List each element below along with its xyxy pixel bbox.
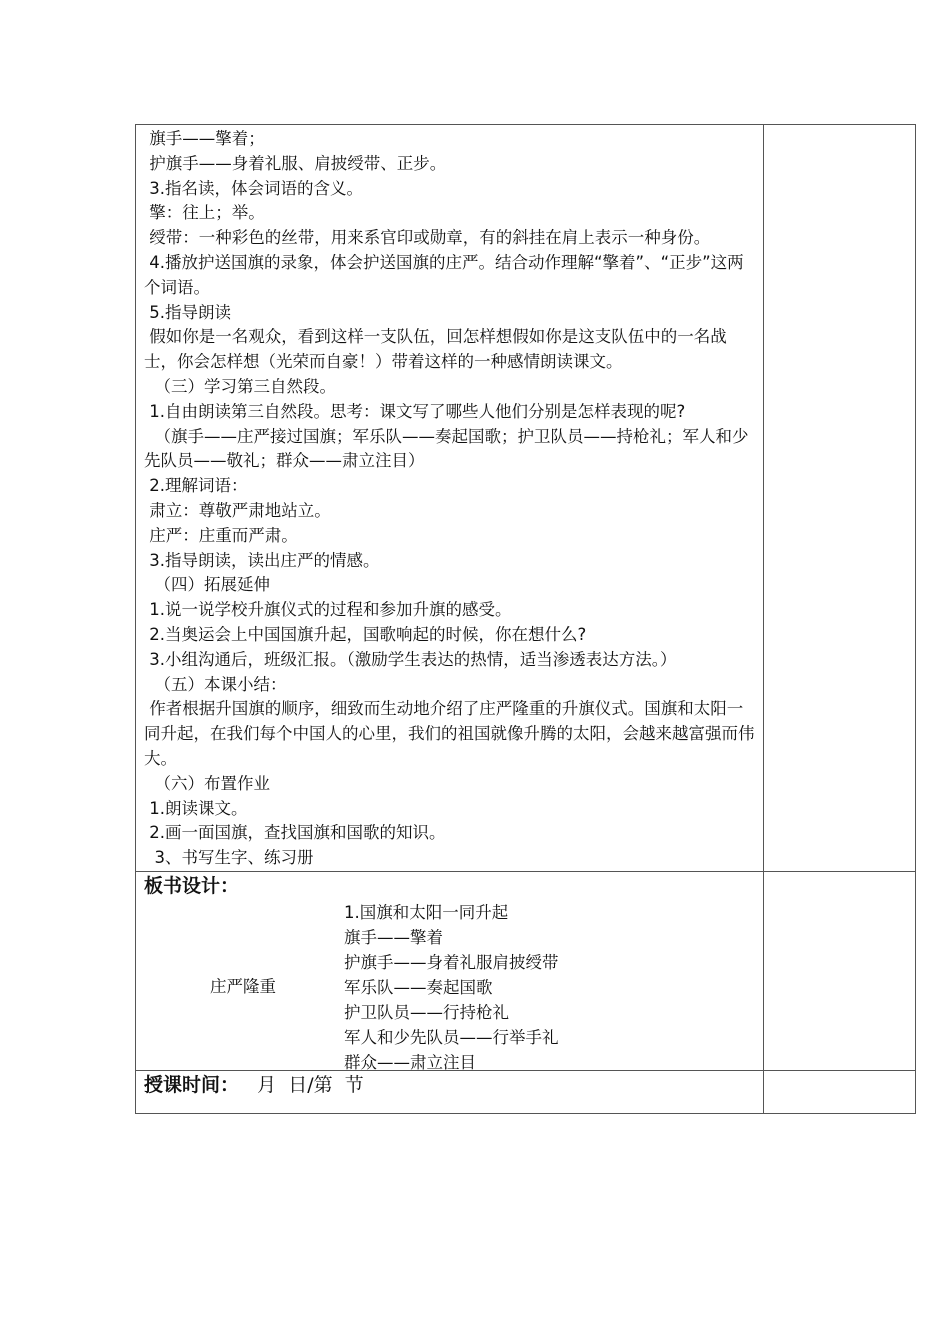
lesson-line: 绶带：一种彩色的丝带，用来系官印或勋章，有的斜挂在肩上表示一种身份。 [144, 228, 711, 248]
lesson-line: 3.指名读，体会词语的含义。 [144, 178, 363, 198]
lesson-line: （四）拓展延伸 [144, 575, 270, 595]
teaching-time-label: 授课时间： [144, 1073, 240, 1096]
teaching-time-row [136, 1070, 916, 1113]
lesson-line: 护旗手——身着礼服、肩披绶带、正步。 [144, 153, 447, 173]
notes-cell [764, 125, 916, 872]
board-line: 军乐队——奏起国歌 [344, 977, 493, 997]
board-line: 旗手——擎着 [344, 927, 443, 947]
lesson-plan-table [135, 124, 916, 1114]
lesson-line: （六）布置作业 [144, 773, 270, 793]
board-line: 护旗手——身着礼服肩披绶带 [344, 952, 559, 972]
teaching-time-value: 月 日/第 节 [239, 1073, 364, 1096]
lesson-line: 1.自由朗读第三自然段。思考：课文写了哪些人他们分别是怎样表现的呢? [144, 401, 686, 421]
lesson-line: 2.当奥运会上中国国旗升起，国歌响起的时候，你在想什么? [144, 624, 587, 644]
board-line: 护卫队员——行持枪礼 [344, 1002, 509, 1022]
lesson-line: 1.朗读课文。 [144, 798, 248, 818]
lesson-line: 假如你是一名观众，看到这样一支队伍，回怎样想假如你是这支队伍中的一名战士，你会怎样想（光荣而自豪！）带着这样的一种感情朗读课文。 [144, 327, 727, 372]
board-design-body [136, 900, 763, 1070]
board-design-title: 板书设计： [144, 874, 240, 897]
lesson-content [136, 125, 763, 871]
lesson-line: 5.指导朗读 [144, 302, 231, 322]
board-line: 1.国旗和太阳一同升起 [344, 902, 509, 922]
lesson-line: 旗手——擎着； [144, 129, 265, 148]
board-line: 军人和少先队员——行举手礼 [344, 1027, 559, 1047]
board-topic: 庄严隆重 [210, 976, 276, 996]
lesson-line: （三）学习第三自然段。 [144, 376, 336, 396]
lesson-content-row [136, 125, 916, 872]
lesson-line: （五）本课小结： [144, 674, 287, 694]
lesson-line: 擎：往上；举。 [144, 203, 265, 223]
lesson-line: 3.指导朗读，读出庄严的情感。 [144, 550, 380, 570]
lesson-line: 肃立：尊敬严肃地站立。 [144, 500, 331, 520]
time-notes-cell [764, 1070, 916, 1113]
lesson-content-cell [136, 125, 764, 872]
lesson-line: 2.理解词语： [144, 476, 248, 496]
board-notes-cell [764, 871, 916, 1070]
lesson-line: 庄严：庄重而严肃。 [144, 525, 298, 545]
lesson-line: 4.播放护送国旗的录象，体会护送国旗的庄严。结合动作理解“擎着”、“正步”这两个词语。 [144, 252, 744, 297]
teaching-time-cell [136, 1070, 764, 1113]
board-design-cell [136, 871, 764, 1070]
lesson-line: 3.小组沟通后，班级汇报。（激励学生表达的热情，适当渗透表达方法。） [144, 649, 677, 669]
board-design-row [136, 871, 916, 1070]
lesson-line: （旗手——庄严接过国旗；军乐队——奏起国歌；护卫队员——持枪礼；军人和少先队员——敬礼；群众——肃立注目） [144, 426, 749, 471]
lesson-line: 作者根据升国旗的顺序，细致而生动地介绍了庄严隆重的升旗仪式。国旗和太阳一同升起，在我们每个中国人的心里，我们的祖国就像升腾的太阳，会越来越富强而伟大。 [144, 699, 755, 768]
board-line: 群众——肃立注目 [344, 1052, 476, 1072]
lesson-line: 2.画一面国旗，查找国旗和国歌的知识。 [144, 823, 446, 843]
teaching-time [136, 1071, 763, 1099]
board-lines [344, 900, 559, 1075]
lesson-line: 3、书写生字、练习册 [144, 848, 314, 868]
lesson-line: 1.说一说学校升旗仪式的过程和参加升旗的感受。 [144, 600, 512, 620]
